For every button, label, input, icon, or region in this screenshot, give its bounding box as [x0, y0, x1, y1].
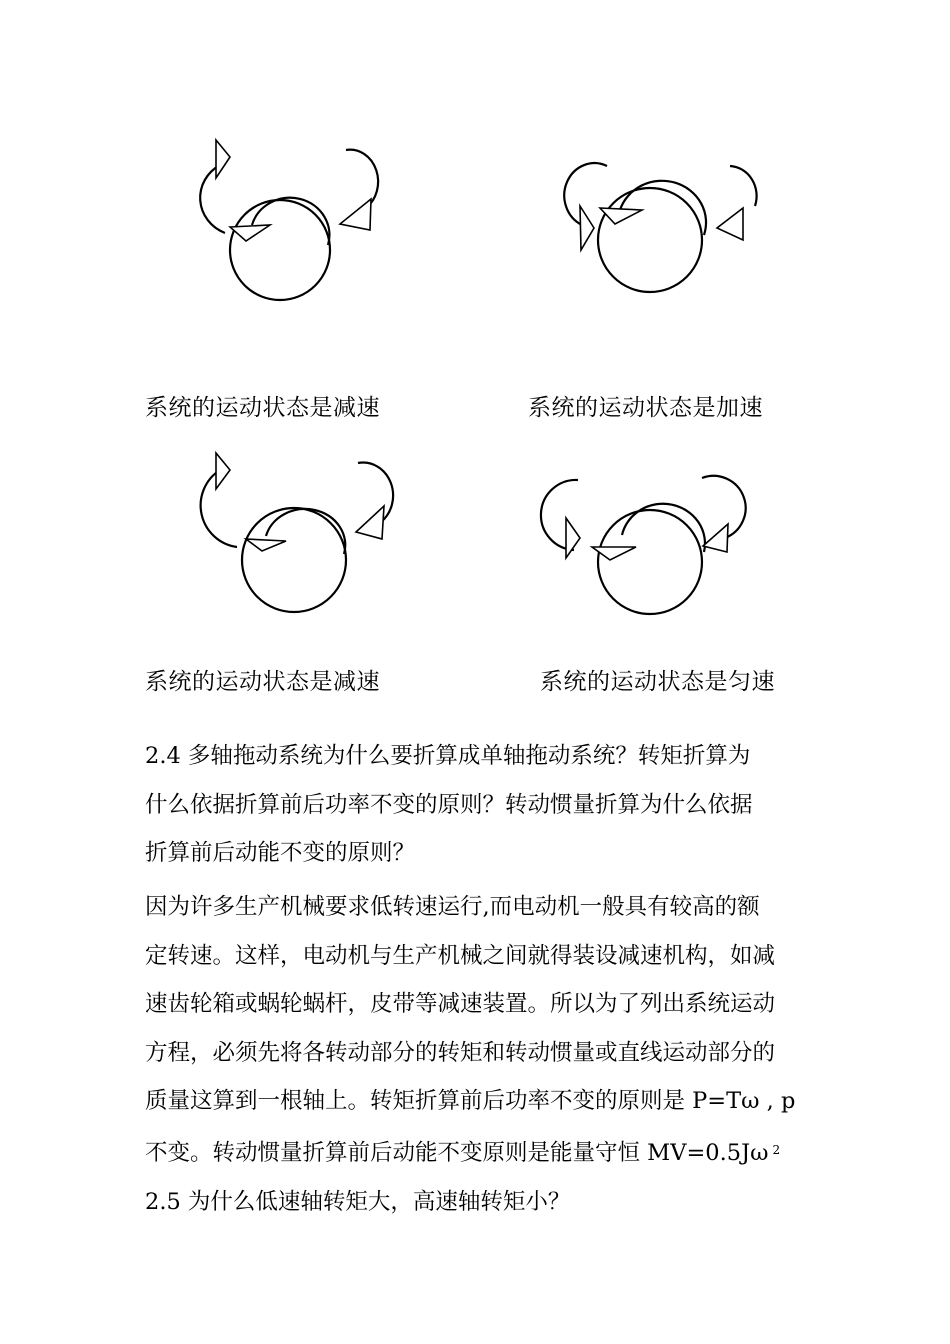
rotation-arc	[266, 509, 345, 554]
question-line: 什么依据折算前后功率不变的原则？转动惯量折算为什么依据	[145, 791, 753, 818]
rotor-circle	[242, 508, 346, 612]
rotation-diagram-4	[540, 470, 780, 630]
left-torque-arc	[200, 165, 225, 233]
rotor-circle	[230, 200, 330, 300]
left-torque-arrowhead	[566, 518, 580, 558]
question-2-5	[145, 1178, 825, 1227]
rotation-arrowhead	[230, 225, 270, 241]
rotor-circle	[598, 188, 702, 292]
answer-line: 因为许多生产机械要求低转速运行,而电动机一般具有较高的额	[145, 894, 760, 920]
diagram-caption-1: 系统的运动状态是减速	[145, 395, 380, 421]
rotation-diagram-2	[550, 150, 780, 310]
right-torque-arrowhead	[340, 199, 371, 230]
question-2-4	[145, 732, 825, 878]
question-line: 折算前后动能不变的原则？	[145, 840, 416, 866]
answer-line: 定转速。这样，电动机与生产机械之间就得装设减速机构，如减	[145, 942, 776, 969]
right-torque-arrowhead	[717, 208, 743, 240]
diagram-caption-2: 系统的运动状态是加速	[528, 395, 763, 421]
answer-line-with-formula	[145, 1126, 825, 1175]
right-torque-arrowhead	[703, 524, 728, 552]
formula-superscript: 2	[772, 1142, 781, 1157]
rotation-diagram-1	[170, 135, 400, 305]
answer-2-4	[145, 883, 825, 1174]
answer-line: 方程，必须先将各转动部分的转矩和转动惯量或直线运动部分的	[145, 1039, 776, 1066]
question-line: 2.4 多轴拖动系统为什么要折算成单轴拖动系统？转矩折算为	[145, 743, 751, 769]
right-torque-arc	[346, 150, 378, 208]
question-line: 2.5 为什么低速轴转矩大，高速轴转矩小？	[145, 1189, 571, 1215]
answer-line: 质量这算到一根轴上。转矩折算前后功率不变的原则是 P=Tω , p	[145, 1088, 796, 1114]
answer-line: 速齿轮箱或蜗轮蜗杆，皮带等减速装置。所以为了列出系统运动	[145, 991, 776, 1017]
diagram-caption-4: 系统的运动状态是匀速	[540, 669, 775, 695]
diagram-caption-3: 系统的运动状态是减速	[145, 669, 380, 695]
left-torque-arrowhead	[216, 140, 230, 178]
right-torque-arrowhead	[356, 506, 384, 539]
right-torque-arc	[730, 166, 757, 206]
left-torque-arrowhead	[580, 206, 594, 250]
rotation-arc	[252, 198, 329, 245]
rotation-diagram-3	[170, 450, 405, 630]
rotation-arrowhead	[600, 208, 642, 224]
answer-formula-text: 不变。转动惯量折算前后动能不变原则是能量守恒 MV=0.5Jω	[145, 1139, 769, 1166]
rotor-circle	[598, 510, 702, 614]
left-torque-arrowhead	[216, 453, 230, 489]
rotation-arrowhead	[246, 539, 286, 551]
